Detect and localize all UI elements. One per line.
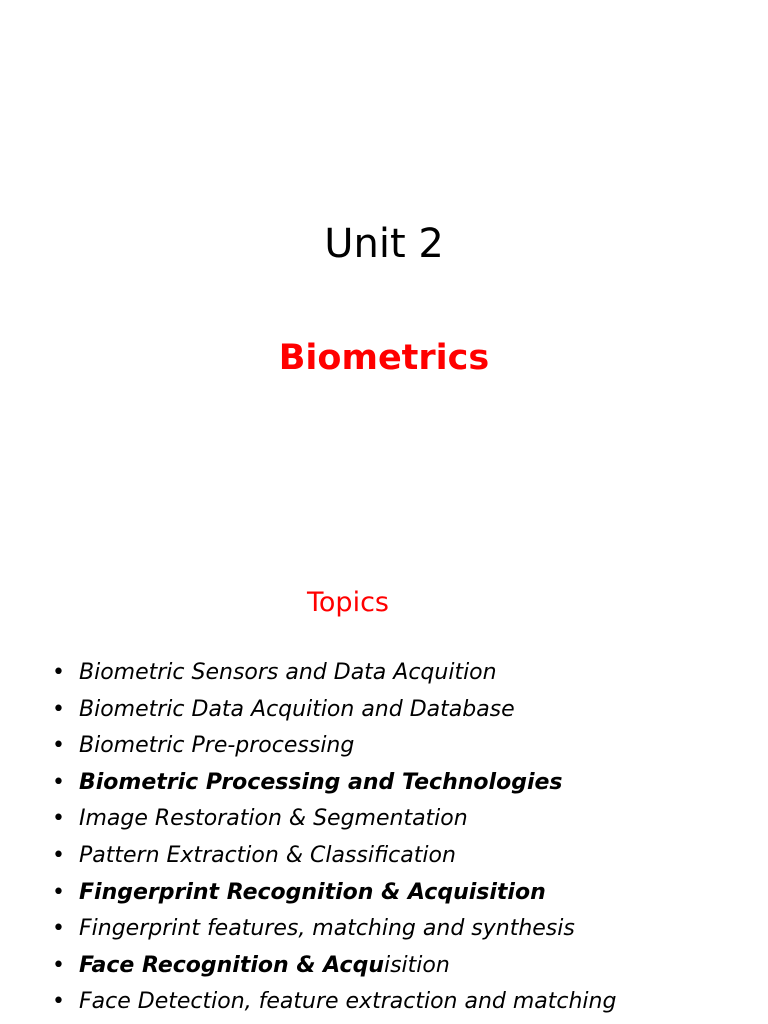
topics-heading: Topics bbox=[307, 587, 389, 618]
bullet-icon: • bbox=[52, 806, 65, 832]
topic-regular-text: Image Restoration & Segmentation bbox=[79, 806, 468, 832]
bullet-icon: • bbox=[52, 952, 65, 978]
topic-regular-text: isition bbox=[383, 952, 450, 978]
topic-item bbox=[0, 801, 768, 838]
bullet-icon: • bbox=[52, 660, 65, 685]
topic-text bbox=[79, 948, 450, 985]
topic-text bbox=[79, 692, 515, 729]
bullet-icon: • bbox=[52, 916, 65, 942]
topic-item bbox=[0, 692, 768, 729]
topic-bold-text: Face Recognition & Acqu bbox=[79, 952, 384, 978]
topic-text bbox=[79, 801, 468, 838]
topic-text bbox=[79, 838, 456, 875]
topic-text bbox=[79, 984, 616, 1021]
topic-bold-text: Fingerprint Recognition & Acquisition bbox=[79, 879, 546, 905]
topic-item bbox=[0, 765, 768, 802]
topic-text bbox=[79, 655, 497, 692]
topic-item bbox=[0, 875, 768, 912]
bullet-icon: • bbox=[52, 696, 65, 722]
topic-regular-text: Biometric Sensors and Data Acquition bbox=[79, 660, 497, 685]
bullet-icon: • bbox=[52, 989, 65, 1015]
topic-regular-text: Face Detection, feature extraction and matching bbox=[79, 989, 617, 1015]
topic-item bbox=[0, 728, 768, 765]
topic-bold-text: Biometric Processing and Technologies bbox=[79, 769, 563, 795]
topic-regular-text: Fingerprint features, matching and synthesis bbox=[79, 916, 575, 942]
topic-item bbox=[0, 984, 768, 1021]
topic-regular-text: Biometric Pre-processing bbox=[79, 733, 355, 759]
subject-title: Biometrics bbox=[278, 338, 490, 378]
topic-item bbox=[0, 655, 768, 692]
unit-title: Unit 2 bbox=[324, 221, 444, 267]
topic-item bbox=[0, 838, 768, 875]
bullet-icon: • bbox=[52, 733, 65, 759]
topic-text bbox=[79, 911, 575, 948]
bullet-icon: • bbox=[52, 879, 65, 905]
topic-list bbox=[0, 655, 768, 1021]
topic-text bbox=[79, 875, 546, 912]
topic-text bbox=[79, 765, 563, 802]
topic-regular-text: Biometric Data Acquition and Database bbox=[79, 696, 515, 722]
topic-item bbox=[0, 948, 768, 985]
topic-item bbox=[0, 911, 768, 948]
bullet-icon: • bbox=[52, 769, 65, 795]
bullet-icon: • bbox=[52, 842, 65, 868]
topic-regular-text: Pattern Extraction & Classification bbox=[79, 842, 456, 868]
topic-text bbox=[79, 728, 354, 765]
